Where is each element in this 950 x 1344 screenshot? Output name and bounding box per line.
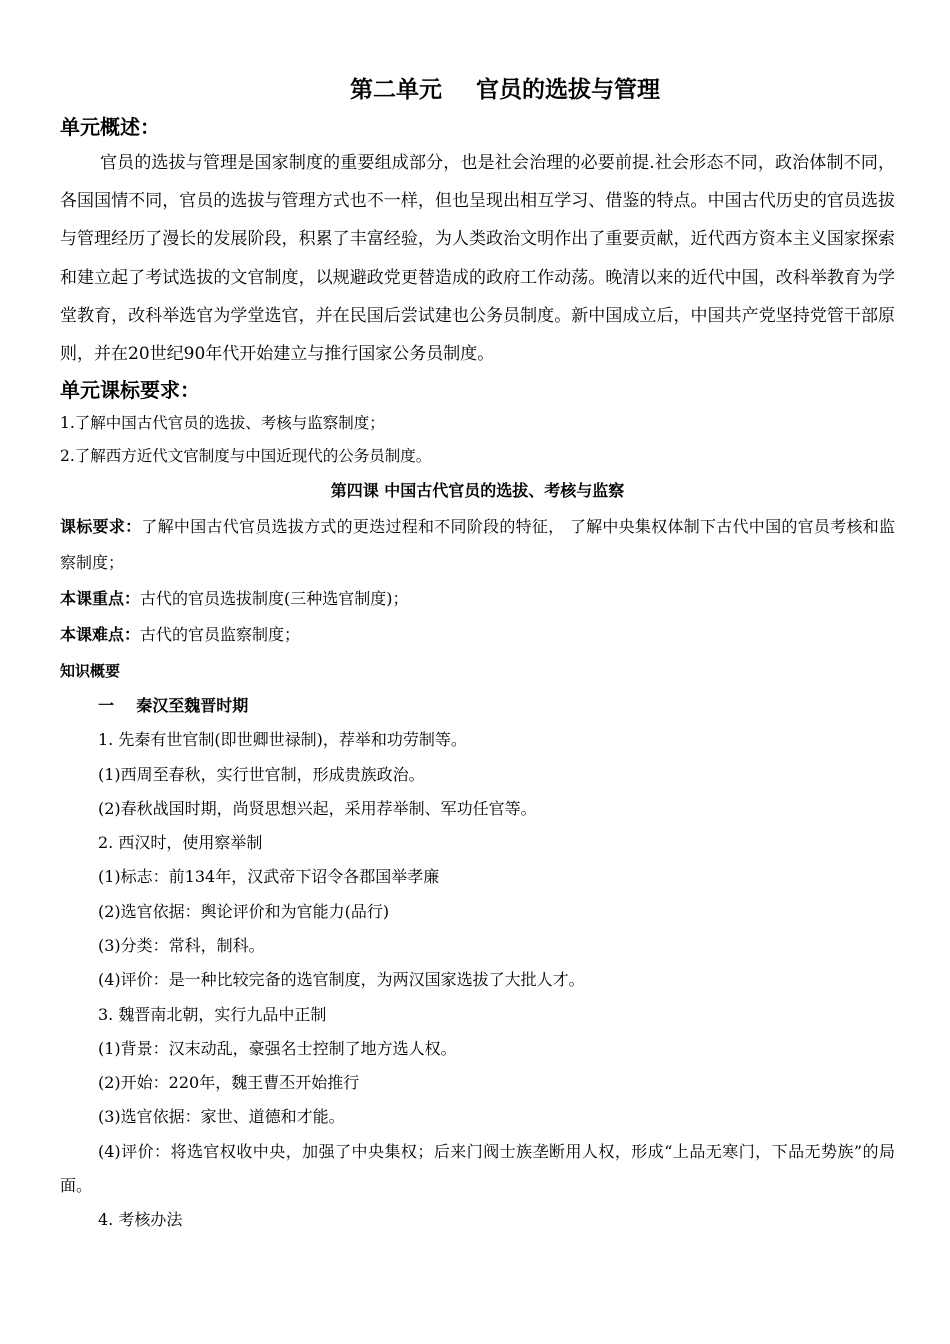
unit-number: 第二单元 [350,77,442,103]
list-item: (2)春秋战国时期，尚贤思想兴起，采用荐举制、军功任官等。 [98,798,537,818]
list-item: (3)选官依据：家世、道德和才能。 [98,1107,345,1127]
list-item: (1)标志：前134年，汉武帝下诏令各郡国举孝廉 [98,867,440,887]
lesson-title: 第四课 中国古代官员的选拔、考核与监察 [330,481,625,501]
lesson-difficulty [60,617,895,653]
unit-name: 官员的选拔与管理 [476,77,660,103]
list-item: 3. 魏晋南北朝，实行九品中正制 [98,1004,327,1024]
knowledge-summary-label: 知识概要 [60,662,121,681]
key-point-label: 本课重点： [60,589,141,609]
list-item: 4. 考核办法 [98,1210,183,1230]
list-item: 1. 先秦有世官制(即世卿世禄制)，荐举和功劳制等。 [98,730,467,750]
overview-heading: 单元概述： [60,115,160,139]
lesson-key-point [60,581,895,617]
standard-text: 了解中国古代官员选拔方式的更迭过程和不同阶段的特征， 了解中央集权体制下古代中国的官员考核和监察制度； [60,517,895,573]
list-item: 2. 西汉时，使用察举制 [98,833,263,853]
difficulty-label: 本课难点： [60,625,141,645]
key-point-text: 古代的官员选拔制度(三种选官制度)； [140,589,409,609]
list-item-evaluation: (4)评价：将选官权收中央，加强了中央集权；后来门阀士族垄断用人权，形成“上品无寒门，下品无势族”的局面。 [60,1141,895,1196]
list-item: (2)选官依据：舆论评价和为官能力(品行) [98,901,390,921]
unit-title [60,70,895,110]
document-page [60,70,895,1238]
overview-paragraph: 官员的选拔与管理是国家制度的重要组成部分，也是社会治理的必要前提.社会形态不同，政治体制不同，各国国情不同，官员的选拔与管理方式也不一样，但也呈现出相互学习、借鉴的特点。中国古代历史的官员选拔与管理经历了漫长的发展阶段，积累了丰富经验，为人类政治文明作出了重要贡献，近代西方资本主义国家探索和建立起了考试选拔的文官制度，以规避政党更替造成的政府工作动荡。晚清以来的近代中国，改科举教育为学堂教育，改科举选官为学堂选官，并在民国后尝试建也公务员制度。新中国成立后，中国共产党坚持党管干部原则，并在20世纪90年代开始建立与推行国家公务员制度。 [60,153,895,365]
list-item: (3)分类：常科，制科。 [98,936,265,955]
section-heading: 一 秦汉至魏晋时期 [98,696,249,716]
list-item: (2)开始：220年，魏王曹丕开始推行 [98,1073,360,1093]
list-item: (4)评价：是一种比较完备的选官制度，为两汉国家选拔了大批人才。 [98,970,585,990]
lesson-standard [60,509,895,581]
difficulty-text: 古代的官员监察制度； [140,625,301,645]
requirement-item: 2.了解西方近代文官制度与中国近现代的公务员制度。 [60,447,432,466]
requirement-item: 1.了解中国古代官员的选拔、考核与监察制度； [60,414,385,433]
standard-label: 课标要求： [60,517,142,537]
requirements-heading: 单元课标要求： [60,378,200,403]
list-item: (1)背景：汉末动乱，豪强名士控制了地方选人权。 [98,1038,457,1058]
list-item: (1)西周至春秋，实行世官制，形成贵族政治。 [98,764,425,784]
